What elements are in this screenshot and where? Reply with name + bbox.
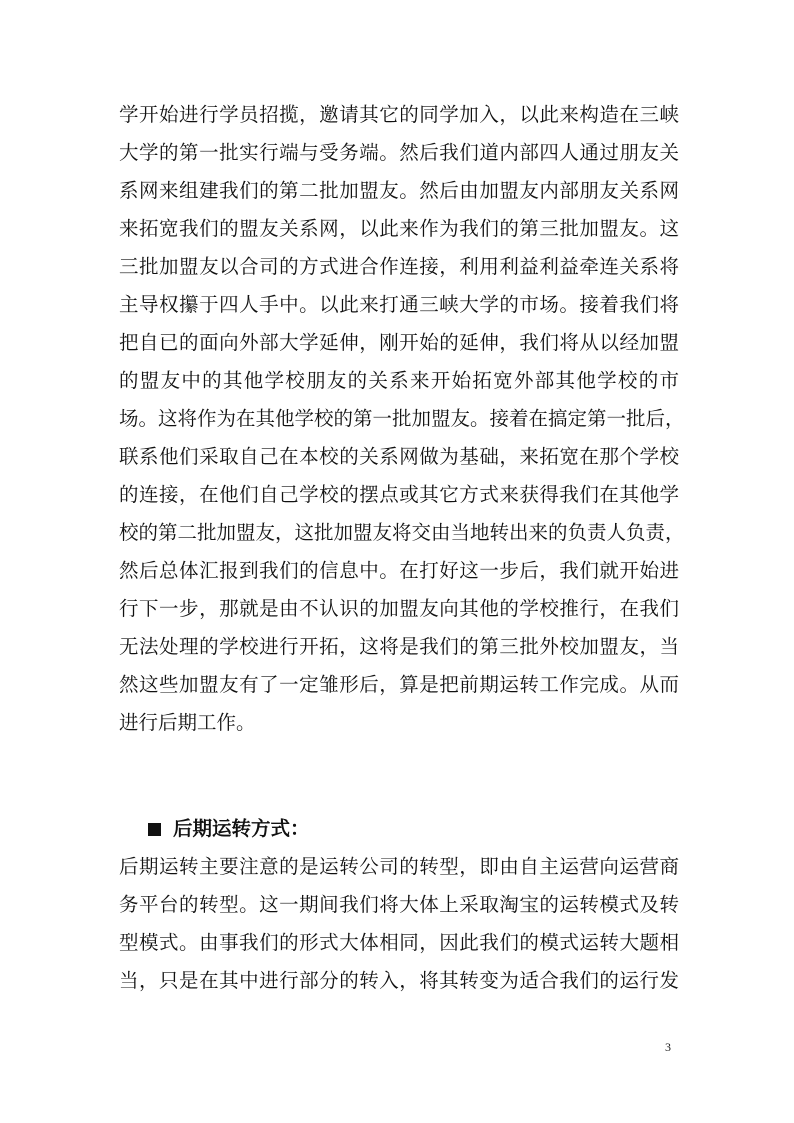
square-bullet-icon xyxy=(148,823,161,836)
text-line: 的连接，在他们自己学校的摆点或其它方式来获得我们在其他学 xyxy=(119,483,679,506)
text-line: 联系他们采取自己在本校的关系网做为基础，来拓宽在那个学校 xyxy=(119,445,679,468)
paragraph-2 xyxy=(119,848,679,1000)
text-line: 校的第二批加盟友，这批加盟友将交由当地转出来的负责人负责， xyxy=(119,521,685,544)
text-line: 大学的第一批实行端与受务端。然后我们道内部四人通过朋友关 xyxy=(119,141,679,164)
section-heading-text: 后期运转方式： xyxy=(173,817,310,840)
text-line: 把自已的面向外部大学延伸，刚开始的延伸，我们将从以经加盟 xyxy=(119,331,679,354)
text-line: 然后总体汇报到我们的信息中。在打好这一步后，我们就开始进 xyxy=(119,559,679,582)
text-line: 主导权攥于四人手中。以此来打通三峡大学的市场。接着我们将 xyxy=(119,293,679,316)
text-line: 行下一步，那就是由不认识的加盟友向其他的学校推行，在我们 xyxy=(119,597,679,620)
text-line: 系网来组建我们的第二批加盟友。然后由加盟友内部朋友关系网 xyxy=(119,179,679,202)
text-line: 学开始进行学员招揽，邀请其它的同学加入，以此来构造在三峡 xyxy=(119,103,679,126)
text-line: 型模式。由事我们的形式大体相同，因此我们的模式运转大题相 xyxy=(119,931,679,954)
text-line: 三批加盟友以合司的方式进合作连接，利用利益利益牵连关系将 xyxy=(119,255,679,278)
page-number: 3 xyxy=(665,1040,671,1054)
text-line: 然这些加盟友有了一定雏形后，算是把前期运转工作完成。从而 xyxy=(119,673,679,696)
paragraph-1 xyxy=(119,96,685,742)
text-line: 无法处理的学校进行开拓，这将是我们的第三批外校加盟友，当 xyxy=(119,635,679,658)
text-line: 务平台的转型。这一期间我们将大体上采取淘宝的运转模式及转 xyxy=(119,893,679,916)
text-line: 场。这将作为在其他学校的第一批加盟友。接着在搞定第一批后， xyxy=(119,407,685,430)
text-line: 的盟友中的其他学校朋友的关系来开始拓宽外部其他学校的市 xyxy=(119,369,679,392)
text-line: 后期运转主要注意的是运转公司的转型，即由自主运营向运营商 xyxy=(119,855,679,878)
text-line: 进行后期工作。 xyxy=(119,711,256,734)
text-line: 来拓宽我们的盟友关系网，以此来作为我们的第三批加盟友。这 xyxy=(119,217,679,240)
section-heading xyxy=(148,810,310,848)
text-line: 当，只是在其中进行部分的转入，将其转变为适合我们的运行发 xyxy=(119,969,679,992)
